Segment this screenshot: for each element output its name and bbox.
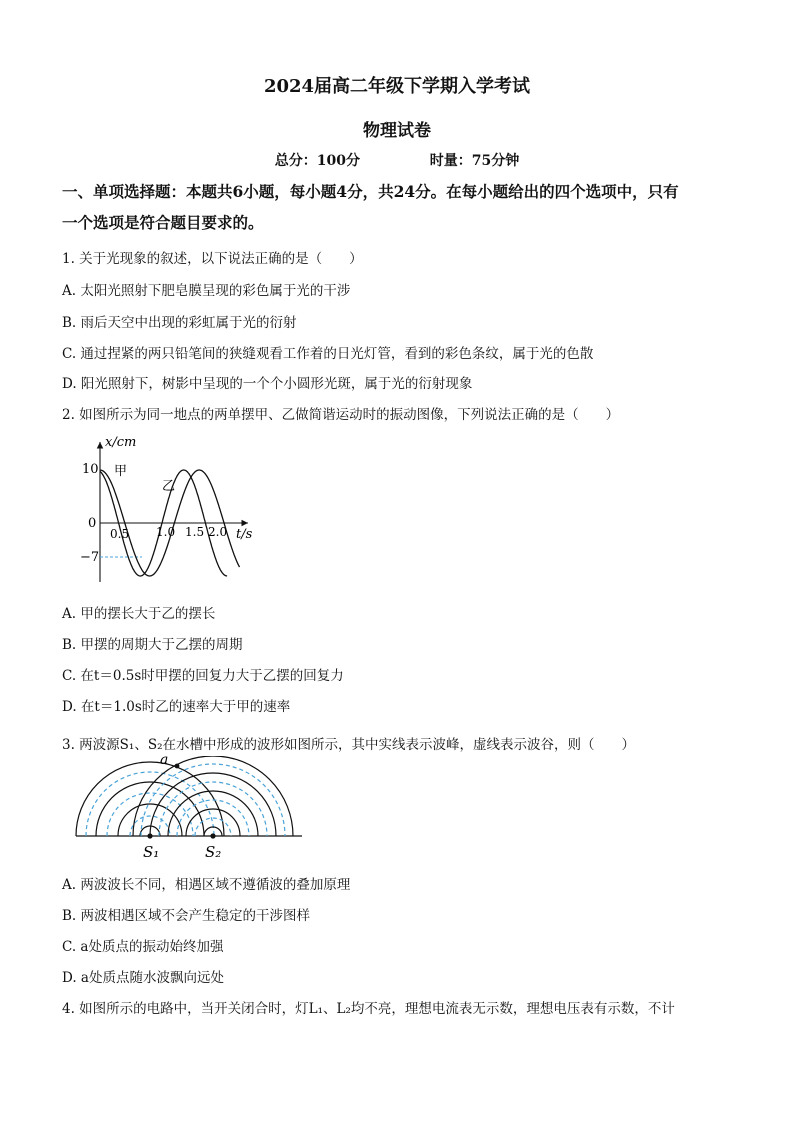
- wave-fronts: [76, 756, 293, 836]
- q1-stem: 1. 关于光现象的叙述，以下说法正确的是（ ）: [62, 251, 363, 267]
- q1-option-b: B. 雨后天空中出现的彩虹属于光的衍射: [62, 315, 297, 331]
- source-s1-label: S₁: [143, 843, 160, 861]
- x-tick-1-5: 1.5: [185, 525, 205, 539]
- q1-option-a: A. 太阳光照射下肥皂膜呈现的彩色属于光的干涉: [62, 283, 351, 299]
- y-tick-minus7: −7: [80, 550, 100, 565]
- label-jia: 甲: [114, 464, 128, 479]
- s2-crest-1: [186, 809, 240, 836]
- section-heading-line2: 一个选项是符合题目要求的。: [62, 213, 264, 232]
- section-heading-line1: 一、单项选择题：本题共6小题，每小题4分，共24分。在每小题给出的四个选项中，只有: [62, 182, 679, 201]
- q3-option-b: B. 两波相遇区域不会产生稳定的干涉图样: [62, 908, 311, 924]
- q2-option-a: A. 甲的摆长大于乙的摆长: [62, 606, 216, 622]
- q4-stem: 4. 如图所示的电路中，当开关闭合时，灯L₁、L₂均不亮，理想电流表无示数，理想电压表有示数，不计: [62, 1001, 675, 1017]
- q3-option-c: C. a处质点的振动始终加强: [62, 939, 224, 955]
- point-a-dot: [175, 764, 180, 769]
- source-s2-label: S₂: [205, 843, 222, 861]
- section-heading: [62, 176, 742, 238]
- q2-option-b: B. 甲摆的周期大于乙摆的周期: [62, 637, 243, 653]
- exam-subject: 物理试卷: [363, 121, 431, 141]
- x-tick-2-0: 2.0: [208, 525, 228, 539]
- exam-title: 2024届高二年级下学期入学考试: [263, 76, 531, 97]
- y-tick-10: 10: [82, 462, 99, 477]
- x-tick-1-0: 1.0: [156, 525, 176, 539]
- total-score: 总分：100分: [274, 153, 360, 169]
- q2-stem: 2. 如图所示为同一地点的两单摆甲、乙做简谐运动时的振动图像，下列说法正确的是（ ）: [62, 407, 620, 423]
- exam-meta: [0, 150, 794, 170]
- label-yi: 乙: [162, 479, 176, 494]
- source-s1-dot: [147, 833, 152, 838]
- q1-option-d: D. 阳光照射下，树影中呈现的一个个小圆形光斑，属于光的衍射现象: [62, 376, 473, 392]
- x-axis-label: t/s: [236, 527, 253, 542]
- q3-stem: 3. 两波源S₁、S₂在水槽中形成的波形如图所示，其中实线表示波峰，虚线表示波谷，则（ ）: [62, 737, 635, 753]
- exam-time: 时量：75分钟: [429, 153, 520, 169]
- point-a-label: a: [160, 756, 169, 768]
- q2-option-d: D. 在t＝1.0s时乙的速率大于甲的速率: [62, 699, 291, 715]
- q3-wave-figure: [72, 756, 312, 866]
- q2-option-c: C. 在t＝0.5s时甲摆的回复力大于乙摆的回复力: [62, 668, 344, 684]
- q3-option-d: D. a处质点随水波飘向远处: [62, 970, 224, 986]
- y-tick-0: 0: [88, 516, 97, 531]
- q1-option-c: C. 通过捏紧的两只铅笔间的狭缝观看工作着的日光灯管，看到的彩色条纹，属于光的色散: [62, 346, 594, 362]
- source-s2-dot: [210, 833, 215, 838]
- x-tick-0-5: 0.5: [110, 527, 130, 541]
- q3-option-a: A. 两波波长不同，相遇区域不遵循波的叠加原理: [62, 877, 351, 893]
- q2-oscillation-graph: [72, 432, 262, 592]
- y-axis-label: x/cm: [105, 435, 137, 450]
